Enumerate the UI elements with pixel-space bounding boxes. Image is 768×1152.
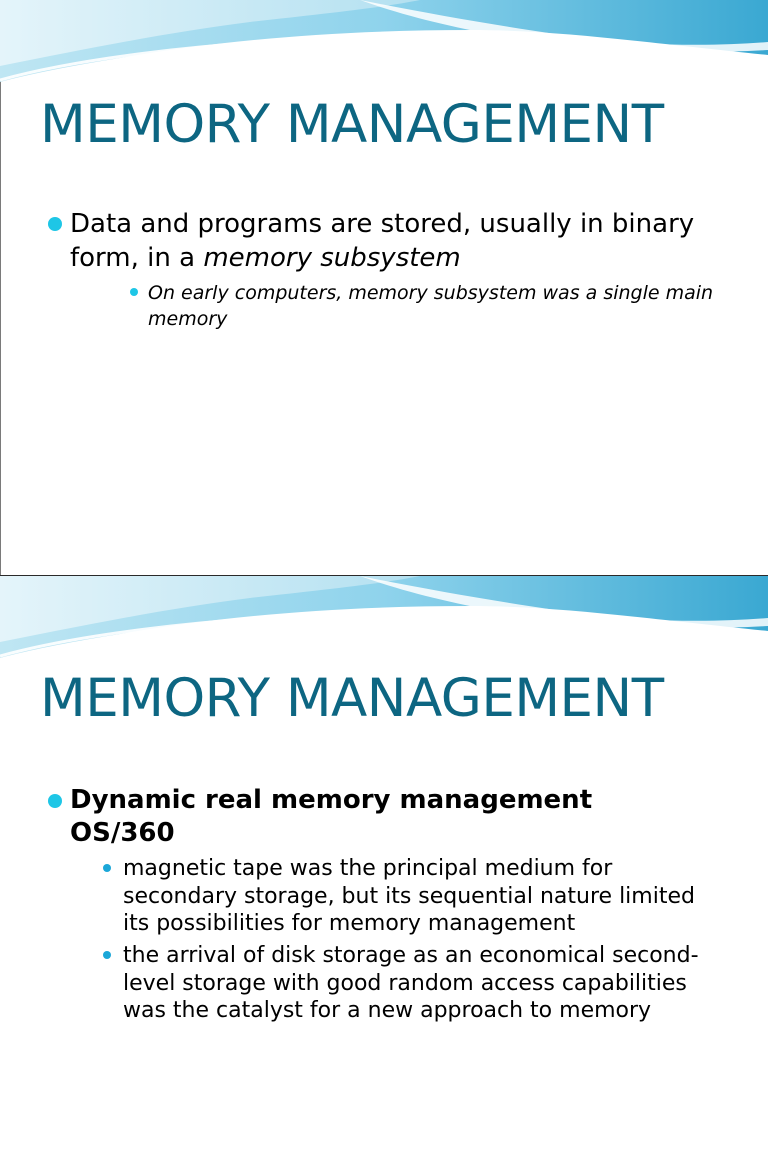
bullet-item [48, 207, 728, 275]
bullet-text: Data and programs are stored, usually in binary form, in a memory subsystem [70, 209, 695, 273]
bullet-icon [48, 794, 62, 808]
wave-header-graphic [0, 576, 768, 676]
sub-bullet-icon [103, 864, 111, 872]
sub-bullet-text: magnetic tape was the principal medium for secondary storage, but its sequential nature limited its possibilities for memory management [123, 856, 695, 936]
bullet-item [48, 784, 688, 850]
slide-title: MEMORY MANAGEMENT [40, 94, 664, 155]
slide-title: MEMORY MANAGEMENT [40, 668, 664, 729]
sub-bullet-item [103, 942, 723, 1025]
sub-bullet-item [103, 855, 723, 938]
sub-bullet-text: the arrival of disk storage as an economical second-level storage with good random access capabilities was the catalyst for a new approach to memory [123, 943, 699, 1023]
sub-bullet-icon [130, 288, 138, 296]
bullet-text: Dynamic real memory management OS/360 [70, 785, 593, 848]
slide-2 [0, 576, 768, 1152]
bullet-icon [48, 217, 62, 231]
sub-bullet-text: On early computers, memory subsystem was a single main memory [148, 282, 714, 330]
sub-bullet-icon [103, 951, 111, 959]
sub-bullet-item [130, 280, 730, 332]
wave-header-graphic [0, 0, 768, 100]
